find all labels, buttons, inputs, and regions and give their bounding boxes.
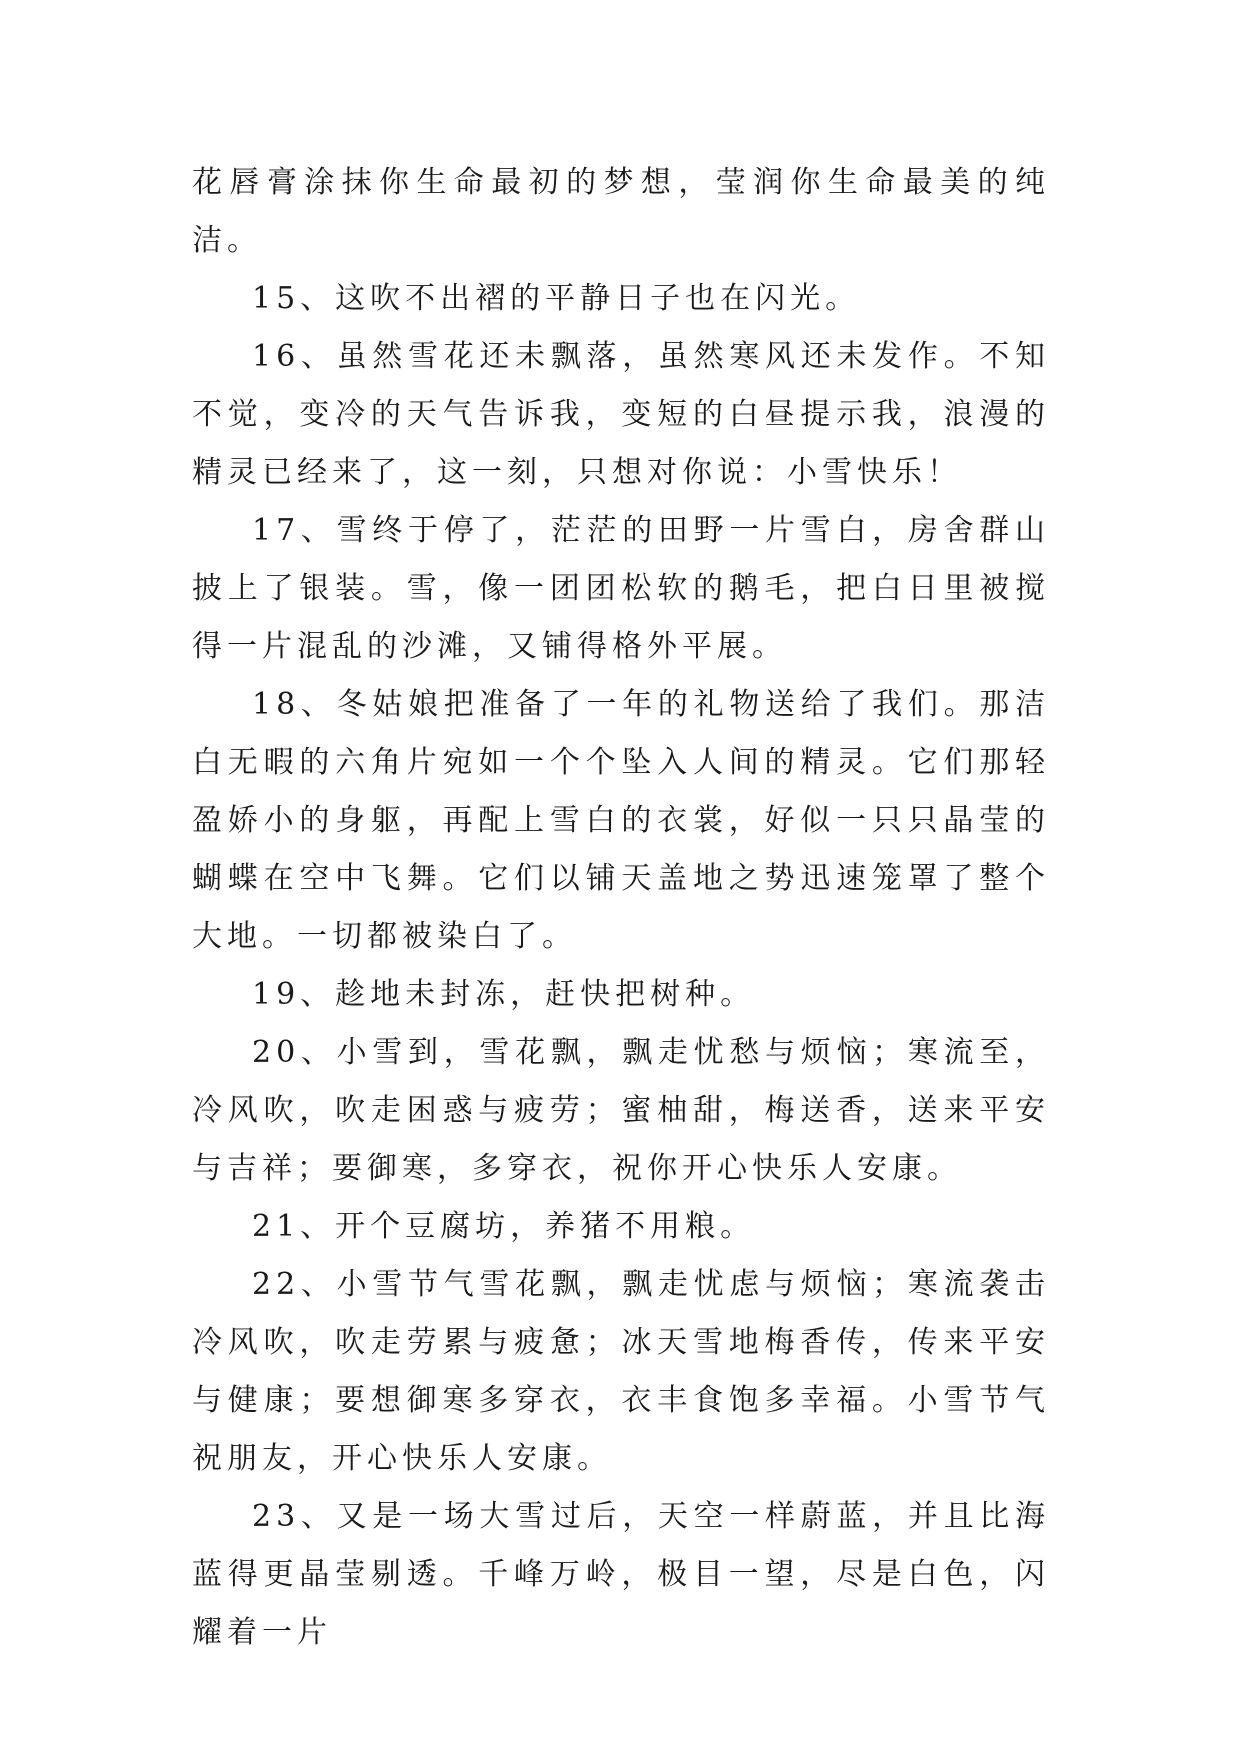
paragraph-17: 17、雪终于停了，茫茫的田野一片雪白，房舍群山披上了银装。雪，像一团团松软的鹅毛，把白日里被搅得一片混乱的沙滩，又铺得格外平展。 [192, 513, 1050, 664]
paragraph-22: 22、小雪节气雪花飘，飘走忧虑与烦恼；寒流袭击冷风吹，吹走劳累与疲惫；冰天雪地梅香传，传来平安与健康；要想御寒多穿衣，衣丰食饱多幸福。小雪节气祝朋友，开心快乐人安康。 [192, 1267, 1050, 1476]
paragraph-continuation: 花唇膏涂抹你生命最初的梦想，莹润你生命最美的纯洁。 [192, 165, 1050, 258]
paragraph-16: 16、虽然雪花还未飘落，虽然寒风还未发作。不知不觉，变冷的天气告诉我，变短的白昼提示我，浪漫的精灵已经来了，这一刻，只想对你说：小雪快乐！ [192, 339, 1050, 490]
paragraph-21: 21、开个豆腐坊，养猪不用粮。 [252, 1209, 756, 1244]
paragraph-23: 23、又是一场大雪过后，天空一样蔚蓝，并且比海蓝得更晶莹剔透。千峰万岭，极目一望，尽是白色，闪耀着一片 [192, 1499, 1050, 1650]
paragraph-18: 18、冬姑娘把准备了一年的礼物送给了我们。那洁白无暇的六角片宛如一个个坠入人间的精灵。它们那轻盈娇小的身躯，再配上雪白的衣裳，好似一只只晶莹的蝴蝶在空中飞舞。它们以铺天盖地之势迅速笼罩了整个大地。一切都被染白了。 [192, 687, 1050, 954]
paragraph-20: 20、小雪到，雪花飘，飘走忧愁与烦恼；寒流至，冷风吹，吹走困惑与疲劳；蜜柚甜，梅送香，送来平安与吉祥；要御寒，多穿衣，祝你开心快乐人安康。 [192, 1035, 1050, 1186]
paragraph-15: 15、这吹不出褶的平静日子也在闪光。 [252, 281, 861, 316]
paragraph-19: 19、趁地未封冻，赶快把树种。 [252, 977, 756, 1012]
document-body [192, 154, 1050, 1662]
